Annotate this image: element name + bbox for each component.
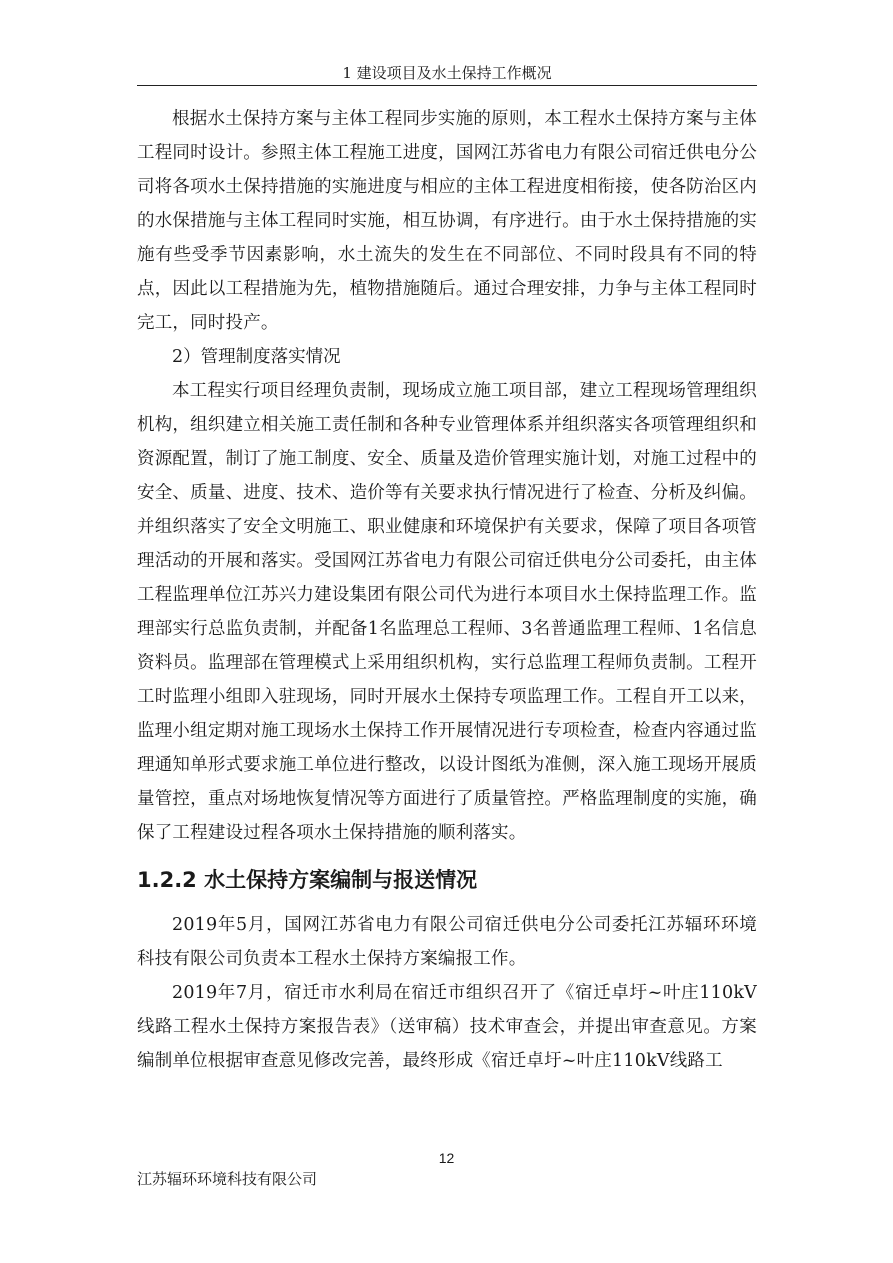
paragraph-2019-may: 2019年5月，国网江苏省电力有限公司宿迁供电分公司委托江苏辐环环境科技有限公司负责本工程水土保持方案编报工作。	[137, 915, 757, 969]
paragraph-2019-july: 2019年7月，宿迁市水利局在宿迁市组织召开了《宿迁卓圩~叶庄110kV线路工程水土保持方案报告表》（送审稿）技术审查会，并提出审查意见。方案编制单位根据审查意见修改完善，最终形成《宿迁卓圩~叶庄110kV线路工	[137, 983, 757, 1071]
header-divider	[137, 85, 757, 86]
subsection-management: 2）管理制度落实情况	[172, 347, 341, 367]
section-heading: 1.2.2 水土保持方案编制与报送情况	[137, 868, 478, 892]
page-number: 12	[438, 1150, 455, 1166]
paragraph-implementation: 根据水土保持方案与主体工程同步实施的原则，本工程水土保持方案与主体工程同时设计。参照主体工程施工进度，国网江苏省电力有限公司宿迁供电分公司将各项水土保持措施的实施进度与相应的主体工程进度相衔接，使各防治区内的水保措施与主体工程同时实施，相互协调，有序进行。由于水土保持措施的实施有些受季节因素影响，水土流失的发生在不同部位、不同时段具有不同的特点，因此以工程措施为先，植物措施随后。通过合理安排，力争与主体工程同时完工，同时投产。	[137, 109, 757, 333]
footer-company: 江苏辐环环境科技有限公司	[137, 1170, 318, 1188]
page-header: 1 建设项目及水土保持工作概况	[342, 64, 552, 82]
document-body	[137, 102, 757, 1078]
paragraph-management: 本工程实行项目经理负责制，现场成立施工项目部，建立工程现场管理组织机构，组织建立相关施工责任制和各种专业管理体系并组织落实各项管理组织和资源配置，制订了施工制度、安全、质量及造价管理实施计划，对施工过程中的安全、质量、进度、技术、造价等有关要求执行情况进行了检查、分析及纠偏。并组织落实了安全文明施工、职业健康和环境保护有关要求，保障了项目各项管理活动的开展和落实。受国网江苏省电力有限公司宿迁供电分公司委托，由主体工程监理单位江苏兴力建设集团有限公司代为进行本项目水土保持监理工作。监理部实行总监负责制，并配备1名监理总工程师、3名普通监理工程师、1名信息资料员。监理部在管理模式上采用组织机构，实行总监理工程师负责制。工程开工时监理小组即入驻现场，同时开展水土保持专项监理工作。工程自开工以来，监理小组定期对施工现场水土保持工作开展情况进行专项检查，检查内容通过监理通知单形式要求施工单位进行整改，以设计图纸为准侧，深入施工现场开展质量管控，重点对场地恢复情况等方面进行了质量管控。严格监理制度的实施，确保了工程建设过程各项水土保持措施的顺利落实。	[137, 381, 757, 843]
